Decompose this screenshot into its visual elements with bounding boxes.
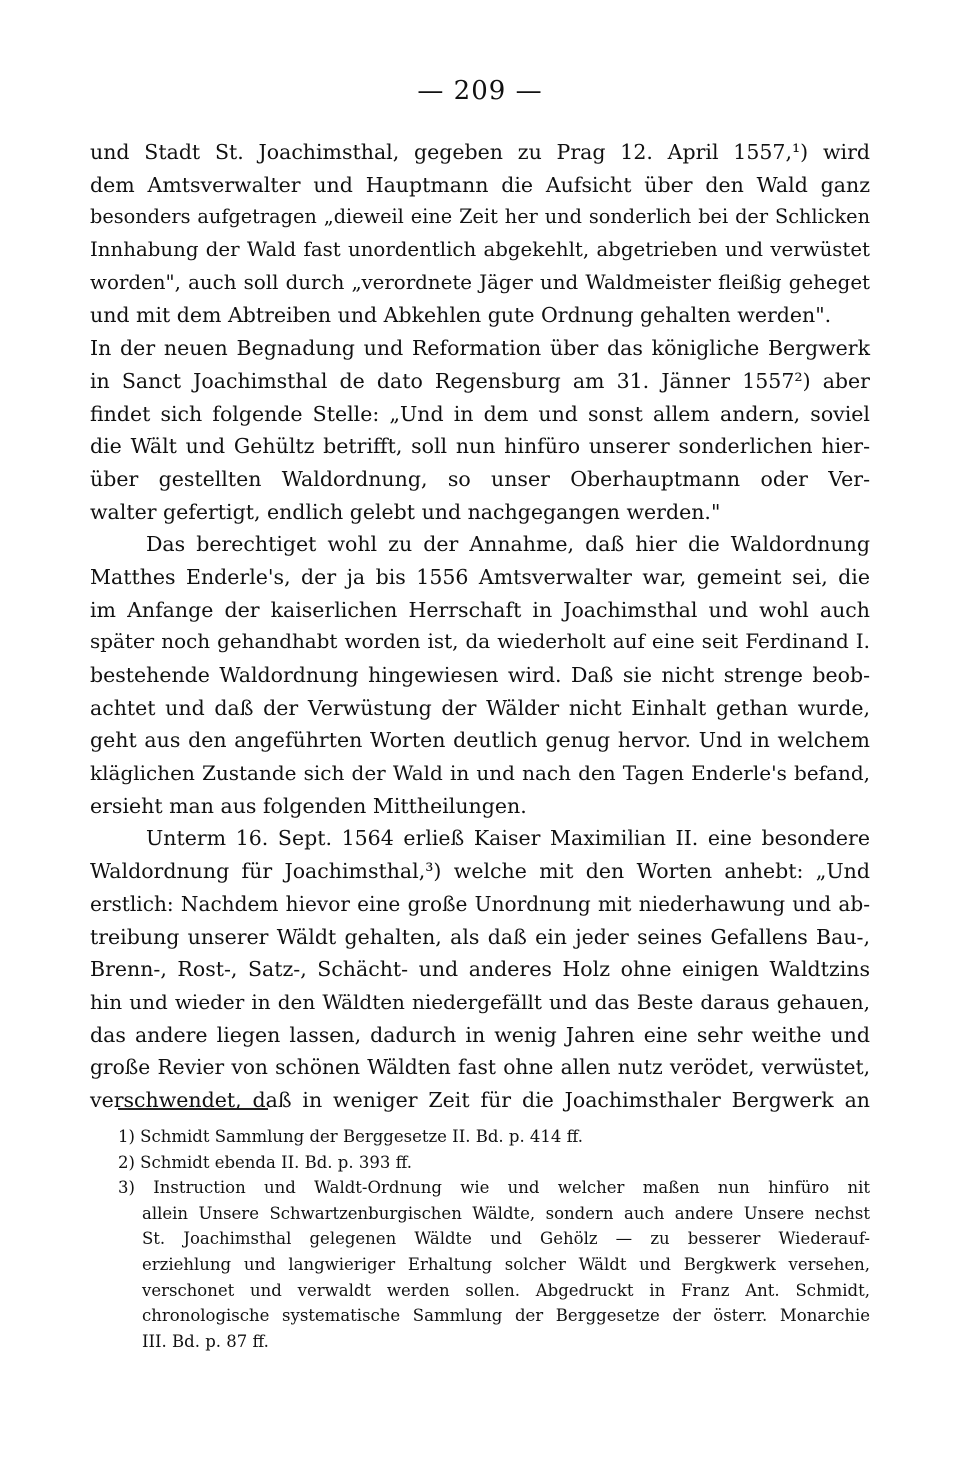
text-line: über gestellten Waldordnung, so unser Oberhauptmann oder Ver- — [90, 466, 870, 491]
text-line: findet sich folgende Stelle: „Und in dem und sonst allem andern, soviel — [90, 401, 870, 426]
footnote-3-line: St. Joachimsthal gelegenen Wäldte und Gehölz — zu besserer Wiederauf- — [142, 1229, 870, 1249]
footnote-3-line: III. Bd. p. 87 ff. — [142, 1331, 269, 1351]
footnote-3-line: verschonet und verwaldt werden sollen. Abgedruckt in Franz Ant. Schmidt, — [142, 1280, 870, 1300]
text-line: verschwendet, daß in weniger Zeit für die Joachimsthaler Bergwerk an — [90, 1087, 870, 1112]
text-line: erstlich: Nachdem hievor eine große Unordnung mit niederhawung und ab- — [90, 891, 870, 916]
text-line: Waldordnung für Joachimsthal,³) welche mit den Worten anhebt: „Und — [90, 859, 870, 884]
text-line: große Revier von schönen Wäldten fast ohne allen nutz verödet, verwüstet, — [90, 1055, 870, 1080]
text-line: In der neuen Begnadung und Reformation über das königliche Bergwerk — [90, 336, 870, 361]
text-line: die Wält und Gehültz betrifft, soll nun hinfüro unserer sonderlichen hier- — [90, 434, 870, 459]
text-line: besonders aufgetragen „dieweil eine Zeit her und sonderlich bei der Schlicken — [90, 205, 870, 229]
text-line: worden", auch soll durch „verordnete Jäger und Waldmeister fleißig geheget — [90, 270, 870, 294]
page-number: — 209 — — [417, 76, 543, 106]
text-line: Innhabung der Wald fast unordentlich abgekehlt, abgetrieben und verwüstet — [90, 238, 870, 262]
text-line: Matthes Enderle's, der ja bis 1556 Amtsverwalter war, gemeint sei, die — [90, 564, 870, 589]
text-line: treibung unserer Wäldt gehalten, als daß ein jeder seines Gefallens Bau-, — [90, 924, 870, 949]
text-line: später noch gehandhabt worden ist, da wiederholt auf eine seit Ferdinand I. — [90, 630, 870, 654]
text-line: kläglichen Zustande sich der Wald in und nach den Tagen Enderle's befand, — [90, 761, 870, 786]
body-text — [90, 136, 870, 1117]
text-line: bestehende Waldordnung hingewiesen wird. Daß sie nicht strenge beob- — [90, 663, 870, 687]
text-line: in Sanct Joachimsthal de dato Regensburg am 31. Jänner 1557²) aber — [90, 368, 870, 393]
footnote-divider — [118, 1108, 268, 1110]
text-line: dem Amtsverwalter und Hauptmann die Aufsicht über den Wald ganz — [90, 172, 870, 197]
text-line: und Stadt St. Joachimsthal, gegeben zu Prag 12. April 1557,¹) wird — [90, 140, 870, 164]
text-line: geht aus den angeführten Worten deutlich genug hervor. Und in welchem — [90, 728, 870, 753]
text-line: im Anfange der kaiserlichen Herrschaft in Joachimsthal und wohl auch — [90, 597, 870, 622]
footnote-3-line: chronologische systematische Sammlung der Berggesetze der österr. Monarchie — [142, 1306, 870, 1326]
text-line: walter gefertigt, endlich gelebt und nachgegangen werden." — [90, 499, 721, 524]
text-line: Unterm 16. Sept. 1564 erließ Kaiser Maximilian II. eine besondere — [146, 826, 870, 851]
footnote-2: 2) Schmidt ebenda II. Bd. p. 393 ff. — [118, 1152, 412, 1172]
text-line: achtet und daß der Verwüstung der Wälder nicht Einhalt gethan wurde, — [90, 695, 870, 720]
footnote-1: 1) Schmidt Sammlung der Berggesetze II. Bd. p. 414 ff. — [118, 1127, 584, 1146]
text-line: Das berechtiget wohl zu der Annahme, daß hier die Waldordnung — [146, 532, 870, 557]
footnote-3: 3) Instruction und Waldt-Ordnung wie und welcher maßen nun hinfüro nit — [118, 1178, 870, 1198]
text-line: das andere liegen lassen, dadurch in wenig Jahren eine sehr weithe und — [90, 1022, 870, 1047]
footnote-3-line: erziehlung und langwieriger Erhaltung solcher Wäldt und Bergkwerk versehen, — [142, 1254, 870, 1274]
text-line: Brenn-, Rost-, Satz-, Schächt- und anderes Holz ohne einigen Waldtzins — [90, 957, 870, 982]
text-line: hin und wieder in den Wäldten niedergefällt und das Beste daraus gehauen, — [90, 989, 870, 1014]
text-line: ersieht man aus folgenden Mittheilungen. — [90, 793, 527, 818]
footnotes — [118, 1124, 870, 1354]
text-line: und mit dem Abtreiben und Abkehlen gute Ordnung gehalten werden". — [90, 303, 832, 328]
footnote-3-line: allein Unsere Schwartzenburgischen Wäldte, sondern auch andere Unsere nechst — [142, 1203, 870, 1223]
